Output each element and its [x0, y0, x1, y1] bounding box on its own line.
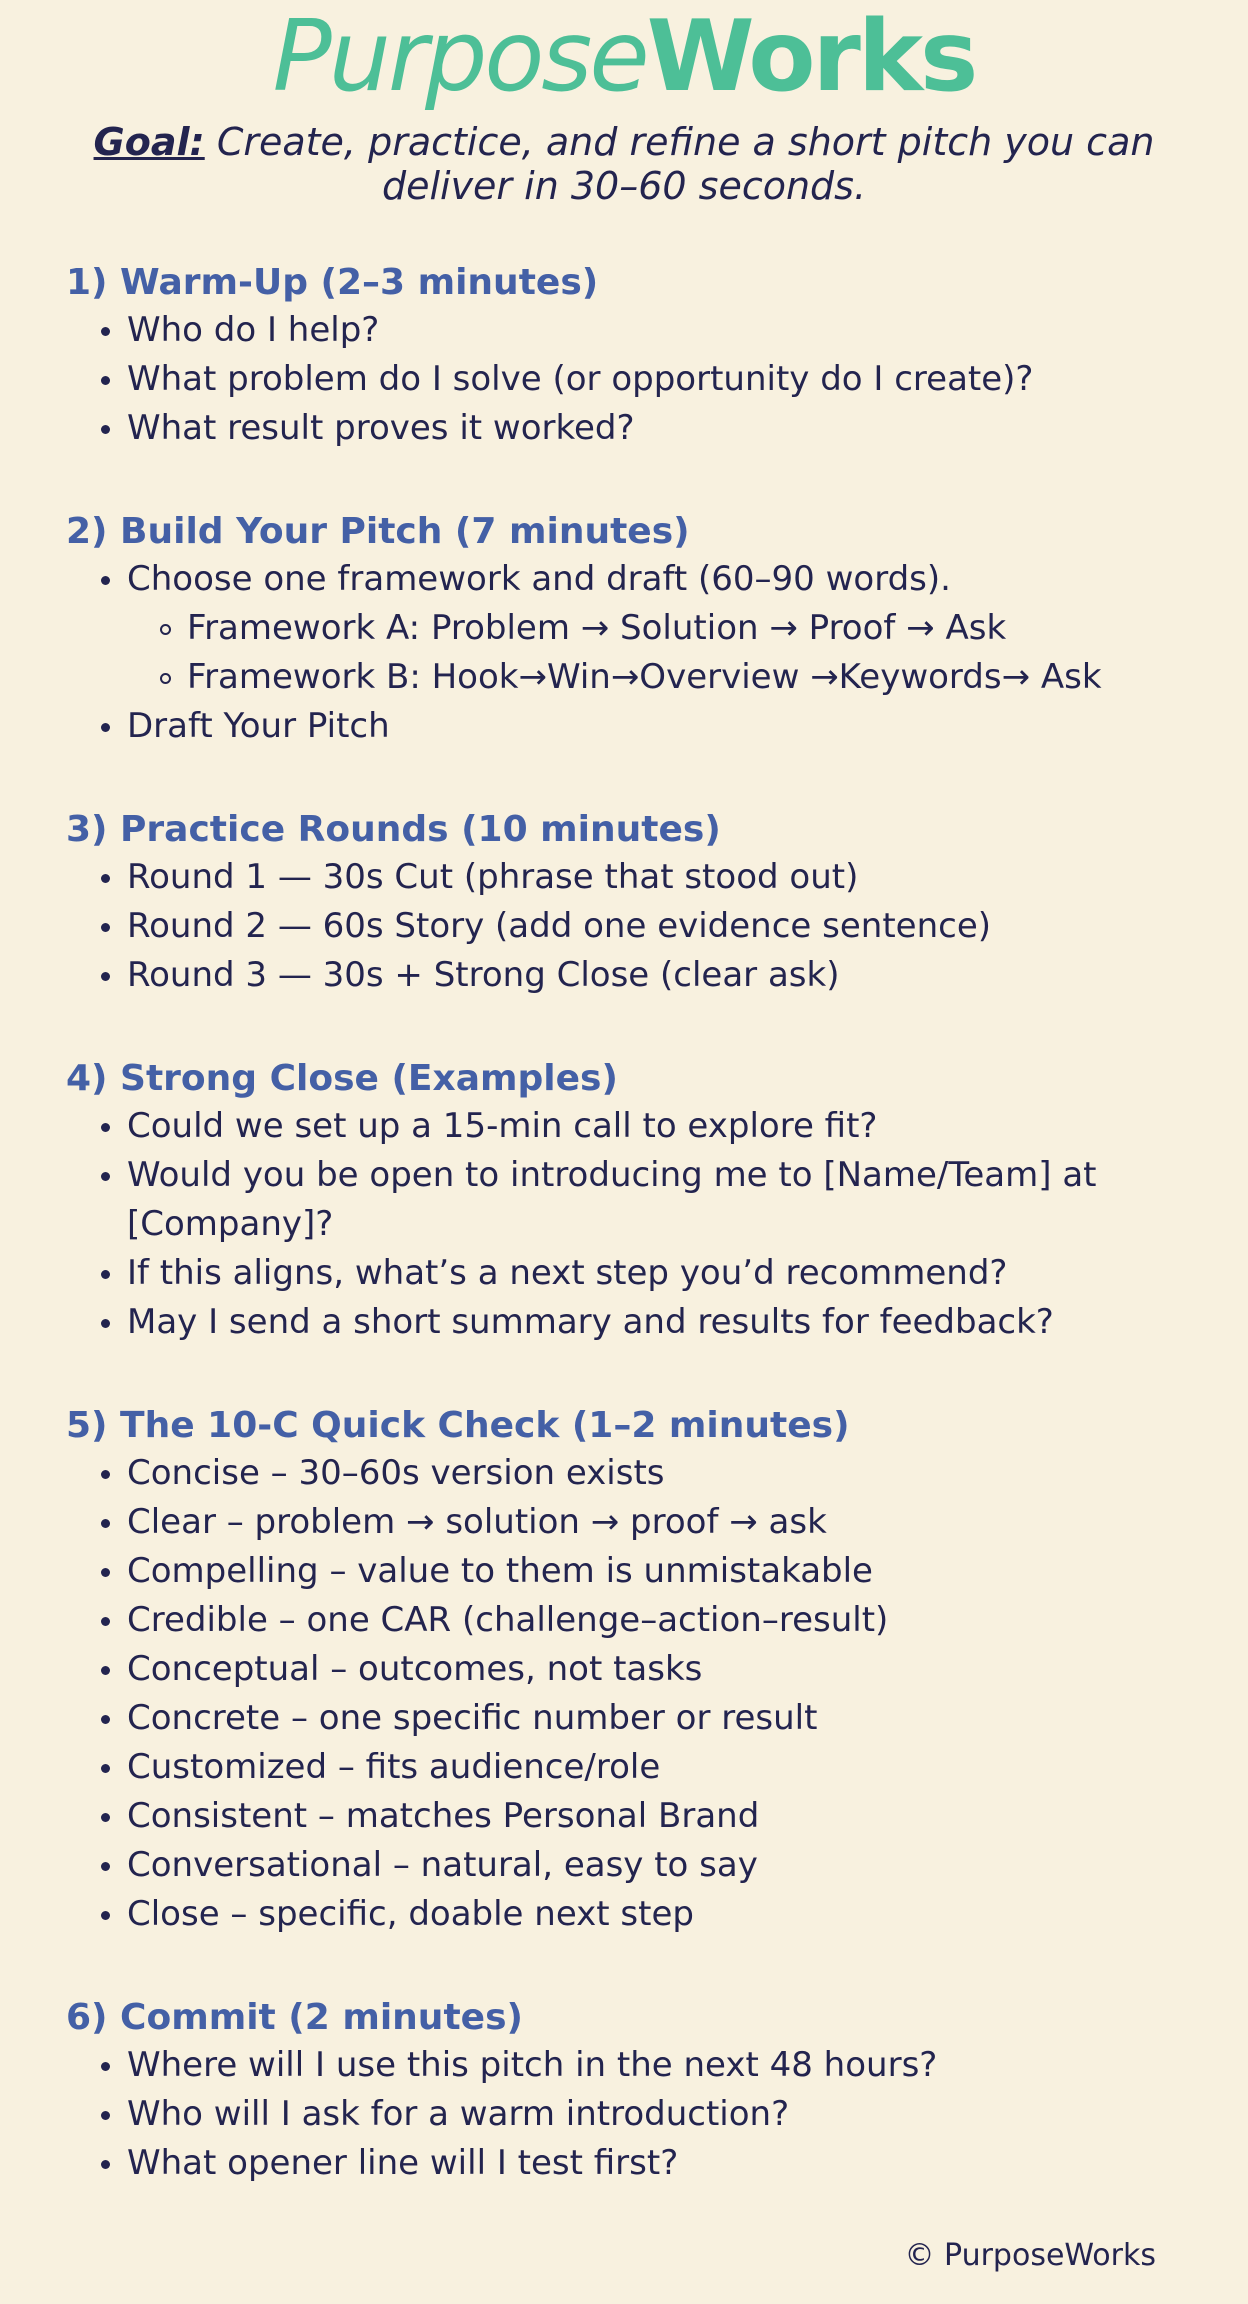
list-item: Draft Your Pitch: [66, 702, 1186, 751]
list-item: Compelling – value to them is unmistakable: [66, 1547, 1186, 1596]
list-item: Customized – fits audience/role: [66, 1743, 1186, 1792]
section-heading: 6) Commit (2 minutes): [66, 1997, 523, 2038]
sub-list-item: Framework A: Problem → Solution → Proof → Ask: [66, 604, 1186, 653]
purposeworks-logo: [0, 0, 1248, 114]
section-heading: 4) Strong Close (Examples): [66, 1058, 618, 1099]
list-item: Round 3 — 30s + Strong Close (clear ask): [66, 951, 1186, 1000]
list-item: What opener line will I test first?: [66, 2139, 1186, 2188]
copyright-footer: © PurposeWorks: [904, 2238, 1156, 2273]
section-practice-rounds: [66, 807, 1186, 1000]
section-list: [66, 1449, 1186, 1939]
section-heading: 1) Warm-Up (2–3 minutes): [66, 262, 599, 303]
section-10c-quick-check: [66, 1403, 1186, 1939]
section-build-pitch: [66, 509, 1186, 751]
section-list: [66, 2041, 1186, 2188]
list-item: Who will I ask for a warm introduction?: [66, 2090, 1186, 2139]
section-heading: 2) Build Your Pitch (7 minutes): [66, 511, 690, 552]
sub-list-item: Framework B: Hook→Win→Overview →Keywords→ Ask: [66, 653, 1186, 702]
list-item: If this aligns, what’s a next step you’d recommend?: [66, 1249, 1186, 1298]
section-list: [66, 1102, 1186, 1347]
goal-label: Goal:: [93, 120, 205, 164]
section-list: [66, 555, 1186, 751]
list-item: Close – specific, doable next step: [66, 1890, 1186, 1939]
list-item: Credible – one CAR (challenge–action–result): [66, 1596, 1186, 1645]
section-heading: 3) Practice Rounds (10 minutes): [66, 809, 721, 850]
goal-statement: [80, 120, 1168, 208]
list-item: Who do I help?: [66, 306, 1186, 355]
list-item: Round 2 — 60s Story (add one evidence sentence): [66, 902, 1186, 951]
list-item: Conceptual – outcomes, not tasks: [66, 1645, 1186, 1694]
section-commit: [66, 1995, 1186, 2188]
list-item: What problem do I solve (or opportunity do I create)?: [66, 355, 1186, 404]
section-warm-up: [66, 260, 1186, 453]
list-item: Consistent – matches Personal Brand: [66, 1792, 1186, 1841]
logo-part-purpose: Purpose: [272, 0, 647, 114]
section-list: [66, 306, 1186, 453]
list-item: Would you be open to introducing me to [Name/Team] at [Company]?: [66, 1151, 1186, 1249]
section-list: [66, 853, 1186, 1000]
section-strong-close: [66, 1056, 1186, 1347]
list-item: Conversational – natural, easy to say: [66, 1841, 1186, 1890]
list-item: Could we set up a 15-min call to explore fit?: [66, 1102, 1186, 1151]
list-item: Clear – problem → solution → proof → ask: [66, 1498, 1186, 1547]
list-item: Where will I use this pitch in the next 48 hours?: [66, 2041, 1186, 2090]
section-heading: 5) The 10-C Quick Check (1–2 minutes): [66, 1405, 850, 1446]
list-item: Choose one framework and draft (60–90 words).: [66, 555, 1186, 604]
list-item: Round 1 — 30s Cut (phrase that stood out): [66, 853, 1186, 902]
goal-text: Create, practice, and refine a short pitch you can deliver in 30–60 seconds.: [216, 120, 1155, 208]
list-item: Concrete – one specific number or result: [66, 1694, 1186, 1743]
list-item: Concise – 30–60s version exists: [66, 1449, 1186, 1498]
logo-part-works: Works: [646, 0, 976, 114]
list-item: What result proves it worked?: [66, 404, 1186, 453]
list-item: May I send a short summary and results for feedback?: [66, 1298, 1186, 1347]
